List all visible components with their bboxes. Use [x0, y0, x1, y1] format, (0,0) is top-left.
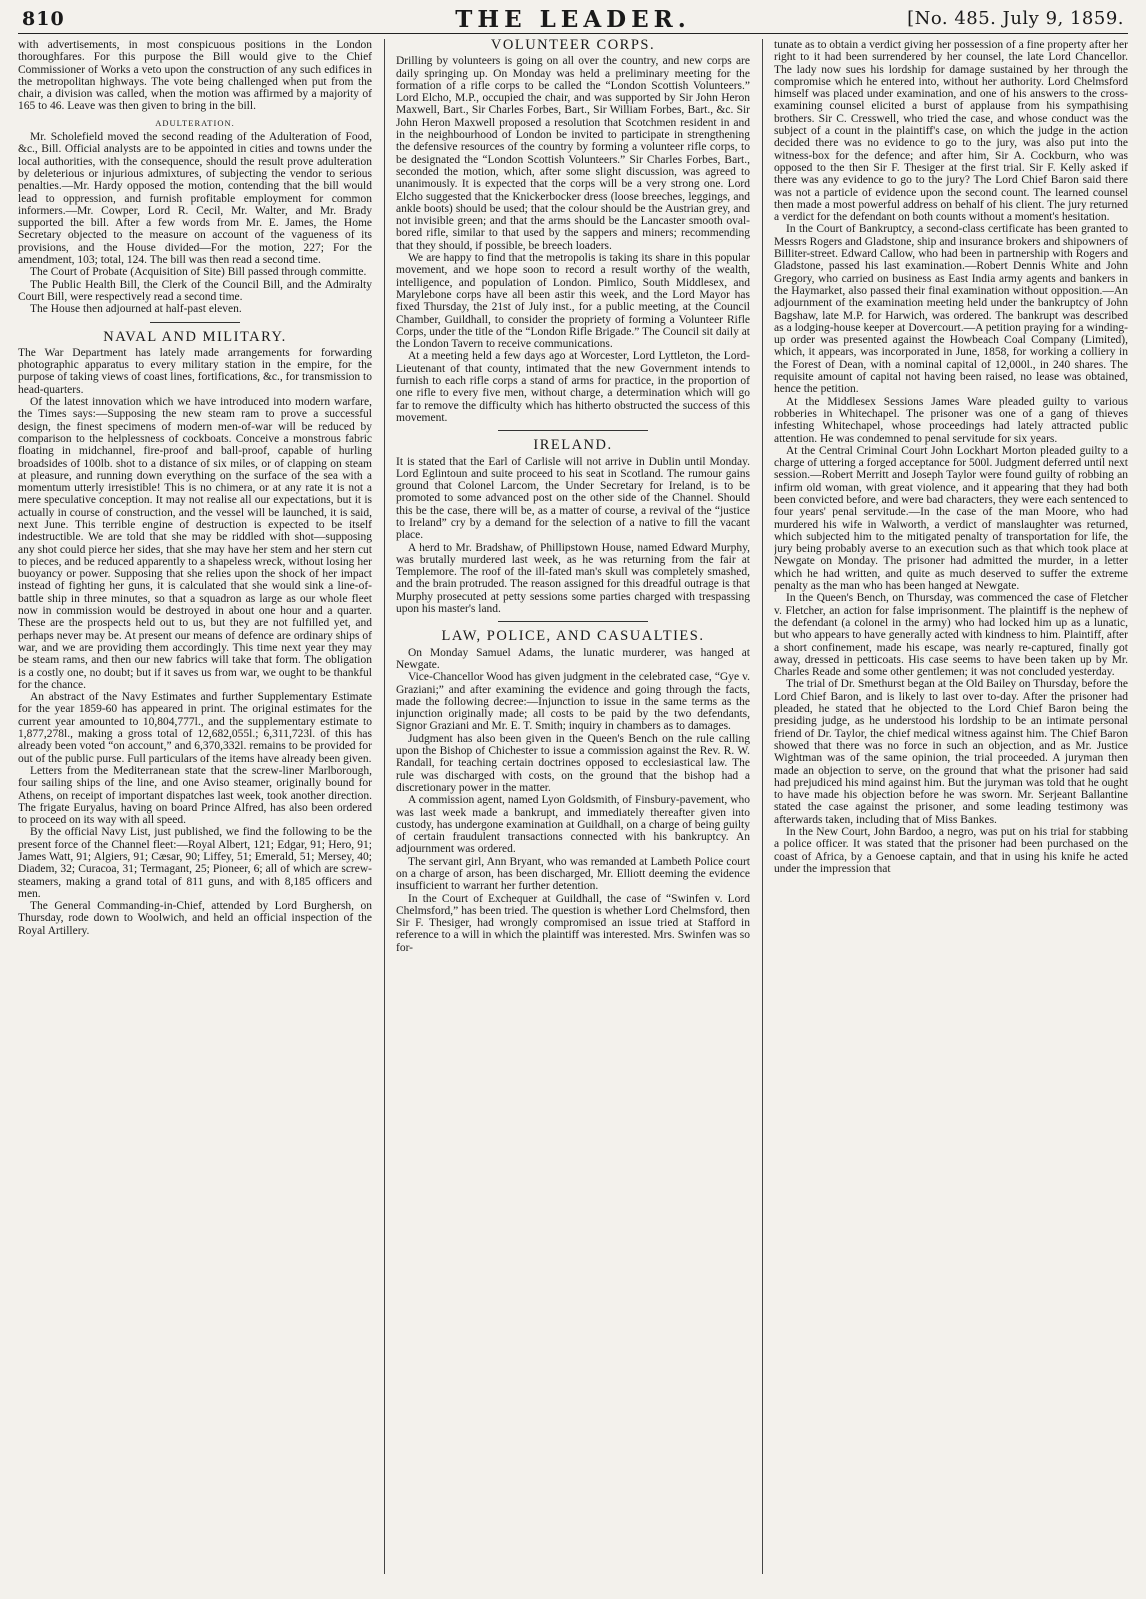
newspaper-page [18, 0, 1128, 1599]
header-rule [18, 33, 1128, 34]
paragraph: Drilling by volunteers is going on all over the country, and new corps are daily springing up. On Monday was held a preliminary meeting for the formation of a rifle corps to be called the “London Scottish Volunteers.” Lord Elcho, M.P., occupied the chair, and was supported by Sir John Heron Maxwell, Bart., Sir Charles Forbes, Bart., Sir William Forbes, Bart., &c. Sir John Heron Maxwell proposed a resolution that Scotchmen resident in and in the neighbourhood of London be invited to participate in strengthening the defensive resources of the country by forming a volunteer rifle corps, to be designated the “London Scottish Volunteers.” Sir Charles Forbes, Bart., seconded the motion, which, after some slight discussion, was agreed to unanimously. It is expected that the corps will be a very strong one. Lord Elcho suggested that the Knickerbocker dress (loose breeches, leggings, and ankle boots) should be used; that the colour should be the Austrian grey, and not invisible green; and that the arms should be the Lancaster smooth oval-bored rifle, similar to that used by the sappers and miners; recommending that they should, if possible, be breech loaders. [396, 55, 750, 252]
heading-law-police: LAW, POLICE, AND CASUALTIES. [441, 628, 705, 645]
paragraph: An abstract of the Navy Estimates and further Supplementary Estimate for the year 1859-60 has appeared in print. The original estimates for the current year amounted to 10,804,777l., and the supplementary estimate to 1,877,278l., making a gross total of 12,682,055l.; 6,311,723l. of this has already been voted “on account,” and 6,370,332l. remains to be provided for out of the public purse. Full particulars of the items have already been given. [18, 691, 372, 765]
paragraph: Judgment has also been given in the Queen's Bench on the rule calling upon the Bishop of Chichester to issue a commission against the Rev. R. W. Randall, for teaching certain doctrines opposed to ecclesiastical law. The rule was discharged with costs, on the ground that the bishop had a discretionary power in the matter. [396, 732, 750, 794]
heading-ireland: IRELAND. [533, 437, 613, 454]
paragraph: The War Department has lately made arrangements for forwarding photographic apparatus to every military station in the empire, for the purpose of taking views of coast lines, fortifications, &c., for transmission to head-quarters. [18, 346, 372, 396]
paragraph: At the Central Criminal Court John Lockhart Morton pleaded guilty to a charge of uttering a forged acceptance for 500l. Judgment deferred until next session.—Robert Merritt and Joseph Taylor were found guilty of robbing an infirm old woman, with great violence, and it appearing that they had both been convicted before, and were bad characters, they were each sentenced to four years' penal servitude.—In the case of the man Moore, who had murdered his wife in Walworth, a verdict of manslaughter was returned, which subjected him to the mitigated penalty of transportation for life, the jury being probably averse to an execution such as that which took place at Newgate on Monday. The prisoner had admitted the murder, in a letter which he had written, and quite as much deserved to suffer the extreme penalty as the man who has been hanged at Newgate. [774, 444, 1128, 593]
paragraph: It is stated that the Earl of Carlisle will not arrive in Dublin until Monday. Lord Eglintoun and suite proceed to his seat in Scotland. The rumour gains ground that Colonel Larcom, the Under Secretary for Ireland, is to be promoted to some advanced post on the other side of the Channel. Should this be the case, there will be, as a matter of course, a revival of the “justice to Ireland” cry by a demand for the selection of a native to fill the vacant place. [396, 455, 750, 542]
paragraph: A commission agent, named Lyon Goldsmith, of Finsbury-pavement, who was last week made a bankrupt, and immediately thereafter given into custody, has undergone examination at Guildhall, on a charge of being guilty of certain fraudulent transactions connected with his bankruptcy. An adjournment was ordered. [396, 794, 750, 856]
paragraph: The trial of Dr. Smethurst began at the Old Bailey on Thursday, before the Lord Chief Baron, and is likely to last over to-day. After the prisoner had pleaded, he stated that he objected to the Lord Chief Baron being the presiding judge, as he understood his lordship to be an intimate personal friend of Dr. Taylor, the chief medical witness against him. The Chief Baron showed that there was no force in such an objection, and as Mr. Justice Wightman was of the same opinion, the trial proceeded. A juryman then made an objection to serve, on the ground that what the prisoner had said had prejudiced his mind against him. But the juryman was told that he ought to have made his objection before he was sworn. Mr. Serjeant Ballantine stated the case against the prisoner, and some leading testimony was afterwards taken, including that of Miss Bankes. [774, 678, 1128, 826]
subheading-adulteration: ADULTERATION. [155, 117, 235, 128]
paragraph: On Monday Samuel Adams, the lunatic murderer, was hanged at Newgate. [396, 646, 750, 671]
paragraph: Vice-Chancellor Wood has given judgment in the celebrated case, “Gye v. Graziani;” and after examining the evidence and going through the facts, made the following decree:—Injunction to issue in the same terms as the injunction originally made; all costs to be paid by the two defendants, Signor Graziani and Mr. E. T. Smith; inquiry in chambers as to damages. [396, 671, 750, 733]
paragraph: At a meeting held a few days ago at Worcester, Lord Lyttleton, the Lord-Lieutenant of that county, intimated that the new Government intends to furnish to each rifle corps a stand of arms for practice, in the proportion of one rifle to every five men, without charge, a determination which will go far to remove the difficulty which has hitherto obstructed the success of this movement. [396, 350, 750, 424]
newspaper-title: THE LEADER. [455, 6, 691, 33]
paragraph: A herd to Mr. Bradshaw, of Phillipstown House, named Edward Murphy, was brutally murdered last week, as he was returning from the fair at Templemore. The roof of the ill-fated man's skull was completely smashed, and the brain protruded. The reason assigned for this dreadful outrage is that Murphy prosecuted at petty sessions some parties charged with trespassing upon his master's land. [396, 541, 750, 616]
section-divider [150, 322, 240, 323]
paragraph: By the official Navy List, just published, we find the following to be the present force of the Channel fleet:—Royal Albert, 121; Edgar, 91; Hero, 91; James Watt, 91; Algiers, 91; Cæsar, 90; Liffey, 51; Emerald, 51; Mersey, 40; Diadem, 32; Curacoa, 31; Termagant, 25; Pioneer, 6; all of which are screw-steamers, making a grand total of 811 guns, and with 8,185 officers and men. [18, 826, 372, 900]
column-rule [384, 39, 385, 1574]
section-divider [498, 430, 648, 431]
column-rule [762, 39, 763, 1574]
paragraph: Of the latest innovation which we have introduced into modern warfare, the Times says:—Supposing the new steam ram to prove a successful design, the finest specimens of modern men-of-war will be reduced by comparison to the helplessness of cockboats. Conceive a monstrous fabric floating in midchannel, fire-proof and ball-proof, capable of hurling broadsides of 100lb. shot to a distance of six miles, or of clapping on steam at pleasure, and running down everything on the surface of the sea with a momentum utterly irresistible! This is no chimera, or at any rate it is not a mere speculative conception. It may not realise all our expectations, but it is actually in course of construction, and the vessel will be launched, it is said, next June. This terrible engine of destruction is expected to be itself indestructible. We are told that she may be riddled with shot—supposing any shot could pierce her sides, that she may have her stem and her stern cut to pieces, and be reduced apparently to a shapeless wreck, without losing her buoyancy or power. Supposing that she relies upon the shock of her impact instead of fighting her guns, it is calculated that she would sink a line-of-battle ship in three minutes, so that a squadron as large as our whole fleet now in commission would be destroyed in about one hour and a quarter. These are the prospects held out to us, but they are not fulfilled yet, and perhaps never may be. At present our means of defence are ordinary ships of war, and we are providing them accordingly. This time next year they may be steam rams, and then our new fabrics will take that form. The obligation is a costly one, no doubt; but if it saves us from war, we ought to be thankful for the chance. [18, 396, 372, 691]
paragraph: Mr. Scholefield moved the second reading of the Adulteration of Food, &c., Bill. Official analysts are to be appointed in cities and towns under the local authorities, with the consequence, should the result prove adulteration by deleterious or injurious admixtures, of subjecting the vendor to serious penalties.—Mr. Hardy opposed the motion, contending that the bill would lead to oppression, and furnish profitable employment for common informers.—Mr. Cowper, Lord R. Cecil, Mr. Walter, and Mr. Brady supported the bill. After a few words from Mr. E. James, the Home Secretary objected to the measure on account of the vagueness of its provisions, and the House divided—For the motion, 227; For the amendment, 103; total, 124. The bill was then read a second time. [18, 131, 372, 267]
paragraph: with advertisements, in most conspicuous positions in the London thoroughfares. For this purpose the Bill would give to the Chief Commissioner of Works a veto upon the construction of any such edifices in the metropolitan highways. The vote being challenged when put from the chair, a division was called, when the motion was affirmed by a majority of 165 to 46. Leave was then given to bring in the bill. [18, 39, 372, 113]
paragraph: In the Queen's Bench, on Thursday, was commenced the case of Fletcher v. Fletcher, an action for false imprisonment. The plaintiff is the nephew of the defendant (a colonel in the army) who had locked him up as a lunatic, but who appears to have generally acted with kindness to him. Plaintiff, after a short confinement, made his escape, was nearly re-captured, finally got away, dressed in petticoats. His case seems to have been taken up by Mr. Charles Reade and some other gentlemen; it was not concluded yesterday. [774, 592, 1128, 679]
column-2 [396, 39, 750, 1574]
paragraph: In the Court of Exchequer at Guildhall, the case of “Swinfen v. Lord Chelmsford,” has been tried. The question is whether Lord Chelmsford, then Sir F. Thesiger, had wrongly compromised an issue tried at Stafford in reference to a will in which the plaintiff was interested. Mrs. Swinfen was so for- [396, 892, 750, 954]
paragraph: At the Middlesex Sessions James Ware pleaded guilty to various robberies in Whitechapel. The prisoner was one of a gang of thieves infesting Whitechapel, whose proceedings had lately attracted public attention. He was condemned to penal servitude for six years. [774, 395, 1128, 445]
page-number: 810 [22, 8, 65, 30]
paragraph: The Public Health Bill, the Clerk of the Council Bill, and the Admiralty Court Bill, were respectively read a second time. [18, 278, 372, 303]
paragraph: The House then adjourned at half-past eleven. [30, 303, 242, 316]
paragraph: tunate as to obtain a verdict giving her possession of a fine property after her right to it had been surrendered by her counsel, the late Lord Chancellor. The lady now sues his lordship for damage sustained by her through the compromise which he entered into, without her authority. Lord Chelmsford himself was placed under examination, and one of his answers to the cross-examining counsel elicited a burst of applause from his sympathising brothers. Sir C. Cresswell, who tried the case, and whose conduct was the subject of a count in the plaintiff's case, on which the judge in the action decided there was no evidence to go to the jury, was also put into the witness-box for the defence; and after him, Sir A. Cockburn, who was opposed to the then Sir F. Thesiger at the first trial. Sir F. Kelly asked if there was any evidence to go to the jury? The Lord Chief Baron said there was not a particle of evidence upon the second count. The learned counsel then made a most powerful address on behalf of his client. The jury returned a verdict for the defendant on both counts without a moment's hesitation. [774, 39, 1128, 224]
column-1 [18, 39, 372, 1574]
paragraph: In the New Court, John Bardoo, a negro, was put on his trial for stabbing a police officer. It was stated that the prisoner had been purchased on the coast of Africa, by a Genoese captain, and that in using his knife he acted under the impression that [774, 826, 1128, 875]
section-divider [498, 621, 648, 622]
column-3 [774, 39, 1128, 1574]
paragraph: The Court of Probate (Acquisition of Site) Bill passed through committe. [30, 266, 367, 279]
heading-naval-military: NAVAL AND MILITARY. [103, 328, 287, 345]
paragraph: Letters from the Mediterranean state that the screw-liner Marlborough, four sailing ships of the line, and one Aviso steamer, originally bound for Athens, on receipt of important dispatches last week, took another direction. The frigate Euryalus, having on board Prince Alfred, has also been ordered to proceed on its way with all speed. [18, 764, 372, 827]
paragraph: We are happy to find that the metropolis is taking its share in this popular movement, and we hope soon to record a result worthy of the wealth, intelligence, and population of London. Pimlico, South Middlesex, and Marylebone corps have all been astir this week, and the Lord Mayor has fixed Thursday, the 21st of July inst., for a public meeting, at the Council Chamber, Guildhall, to consider the propriety of forming a Volunteer Rifle Corps, under the title of the “London Rifle Brigade.” The Council sit daily at the London Tavern to receive communications. [396, 252, 750, 351]
paragraph: In the Court of Bankruptcy, a second-class certificate has been granted to Messrs Rogers and Gladstone, ship and insurance brokers and shipowners of Billiter-street. Edward Callow, who had been in partnership with Rogers and Gladstone, passed his last examination.—Robert Dennis White and John Gregory, who carried on business as East India army agents and bankers in the Haymarket, also passed their final examination without opposition.—An adjournment of the examination meeting held under the bankruptcy of John Bagshaw, late M.P. for Harwich, was ordered. The bankrupt was described as a lodging-house keeper at Dovercourt.—A petition praying for a winding-up order was presented against the Howbeach Coal Company (Limited), which, it appears, was incorporated in June, 1858, for working a colliery in the Forest of Dean, with a nominal capital of 12,000l., in 240 shares. The requisite amount of capital not having been raised, no lease was obtained, hence the petition. [774, 223, 1128, 396]
issue-date: [No. 485. July 9, 1859. [907, 8, 1124, 29]
heading-volunteer-corps: VOLUNTEER CORPS. [490, 39, 656, 53]
paragraph: The servant girl, Ann Bryant, who was remanded at Lambeth Police court on a charge of arson, has been discharged, Mr. Elliott deeming the evidence insufficient to warrant her further detention. [396, 855, 750, 893]
paragraph: The General Commanding-in-Chief, attended by Lord Burghersh, on Thursday, rode down to Woolwich, and held an official inspection of the Royal Artillery. [18, 900, 372, 937]
masthead [18, 6, 1128, 33]
